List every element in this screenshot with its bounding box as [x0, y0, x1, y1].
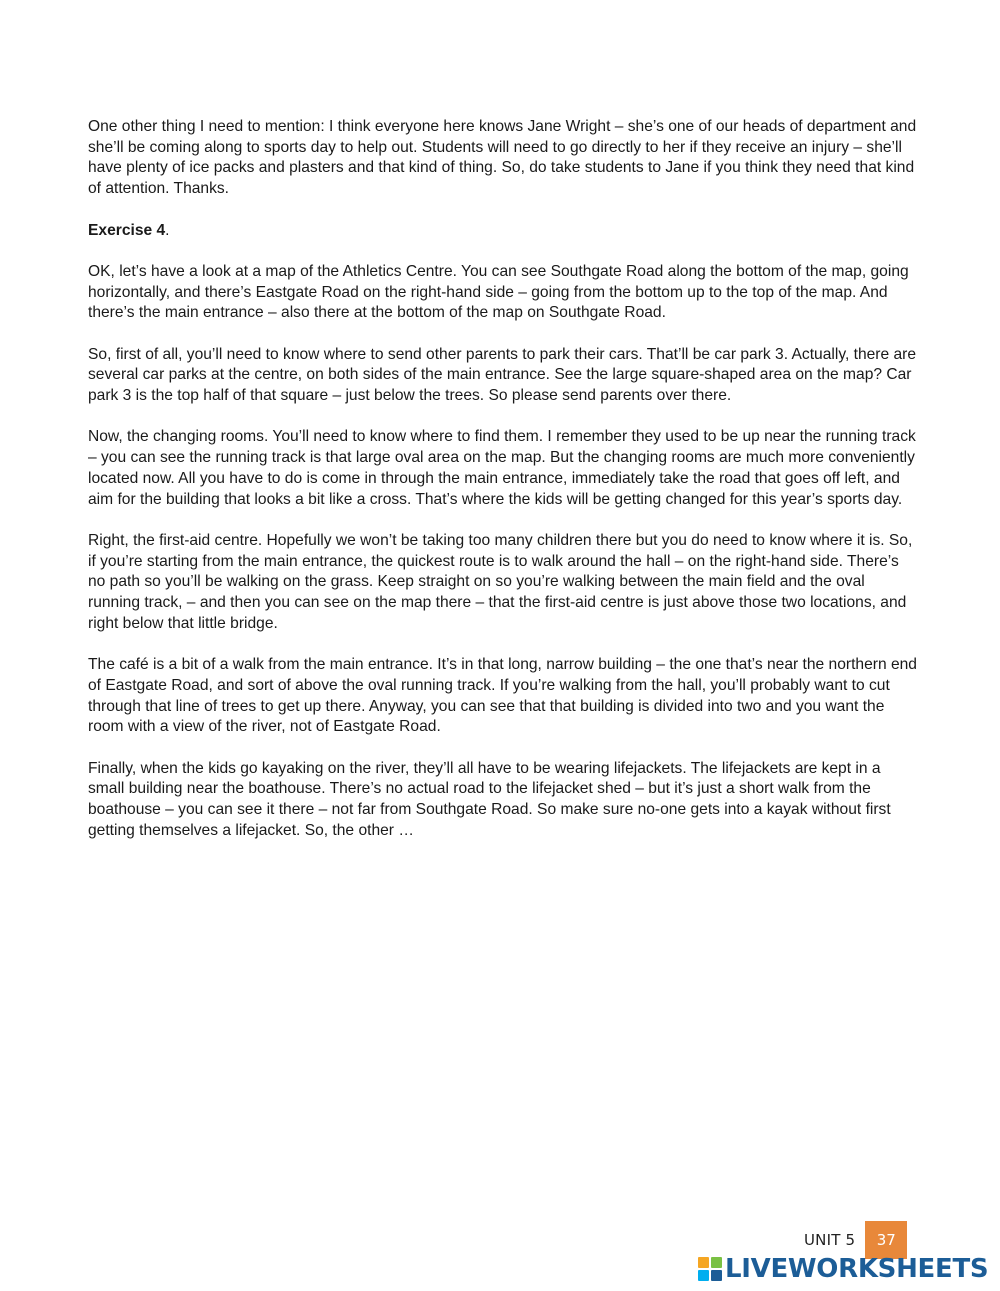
paragraph: Right, the first-aid centre. Hopefully we won’t be taking too many children there but you do need to know where it is. So, if you’re starting from the main entrance, the quickest route is to walk around the hall – on the right-hand side. There’s no path so you’ll be walking on the grass. Keep straight on so you’re walking between the main field and the oval running track, – and then you can see on the map there – that the first-aid centre is just above those two locations, and right below that little bridge. — [88, 531, 913, 632]
logo-blocks-icon — [698, 1257, 722, 1281]
document-body — [88, 117, 918, 862]
paragraph: The café is a bit of a walk from the main entrance. It’s in that long, narrow building – the one that’s near the northern end of Eastgate Road, and sort of above the oval running track. If you’re walking from the hall, you’ll probably want to cut through that line of trees to get up there. Anyway, you can see that that building is divided into two and you want the room with a view of the river, not of Eastgate Road. — [88, 656, 917, 736]
paragraph: OK, let’s have a look at a map of the Athletics Centre. You can see Southgate Road along the bottom of the map, going horizontally, and there’s Eastgate Road on the right-hand side – going from the bottom up to the top of the map. And there’s the main entrance – also there at the bottom of the map on Southgate Road. — [88, 262, 909, 322]
paragraph: So, first of all, you’ll need to know where to send other parents to park their cars. That’ll be car park 3. Actually, there are several car parks at the centre, on both sides of the main entrance. See the large square-shaped area on the map? Car park 3 is the top half of that square – just below the trees. So please send parents over there. — [88, 345, 917, 405]
exercise-heading-suffix: . — [165, 221, 170, 239]
logo-block-4 — [711, 1270, 722, 1281]
liveworksheets-logo — [698, 1256, 988, 1282]
unit-label: UNIT 5 — [804, 1231, 856, 1249]
logo-block-2 — [711, 1257, 722, 1268]
paragraph: Now, the changing rooms. You’ll need to know where to find them. I remember they used to be up near the running track – you can see the running track is that large oval area on the map. But the changing rooms are much more conveniently located now. All you have to do is come in through the main entrance, immediately take the road that goes off left, and aim for the building that looks a bit like a cross. That’s where the kids will be getting changed for this year’s sports day. — [88, 428, 916, 508]
brand-wordmark: LIVEWORKSHEETS — [725, 1254, 989, 1284]
paragraph: One other thing I need to mention: I think everyone here knows Jane Wright – she’s one of our heads of department and she’ll be coming along to sports day to help out. Students will need to go directly to her if they receive an injury – she’ll have plenty of ice packs and plasters and that kind of thing. So, do take students to Jane if you think they need that kind of attention. Thanks. — [88, 118, 917, 198]
paragraph: Finally, when the kids go kayaking on the river, they’ll all have to be wearing lifejackets. The lifejackets are kept in a small building near the boathouse. There’s no actual road to the lifejacket shed – but it’s just a short walk from the boathouse – you can see it there – not far from Southgate Road. So make sure no-one gets into a kayak without first getting themselves a lifejacket. So, the other … — [88, 759, 891, 839]
logo-block-1 — [698, 1257, 709, 1268]
exercise-heading — [88, 221, 918, 242]
exercise-heading-text: Exercise 4 — [88, 221, 166, 239]
logo-block-3 — [698, 1270, 709, 1281]
page-number: 37 — [865, 1221, 907, 1259]
